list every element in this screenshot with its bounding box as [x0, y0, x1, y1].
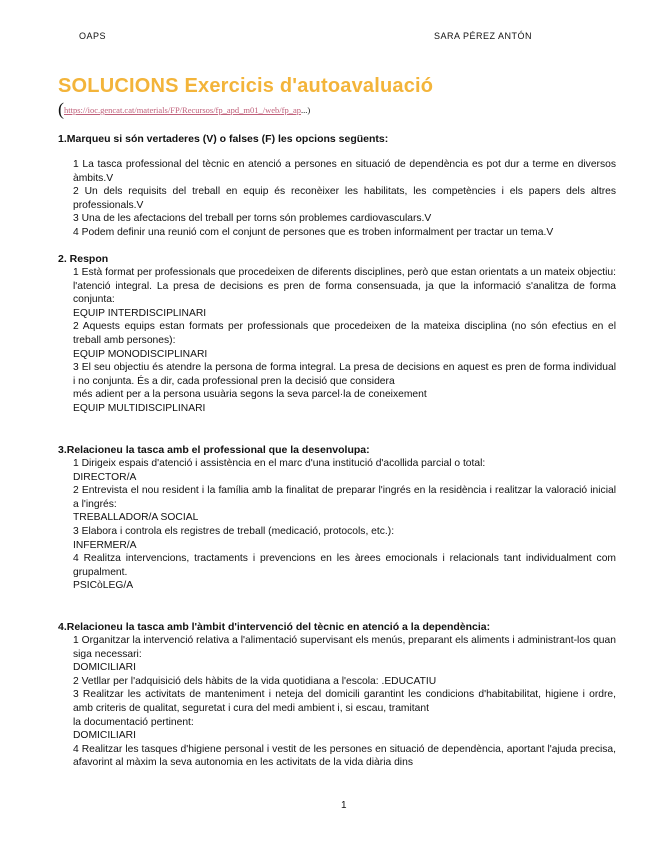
- q3-items: [73, 457, 616, 593]
- q3-item-text: 2 Entrevista el nou resident i la família amb la finalitat de preparar l'ingrés en la residència i realitzar la valoració inicial a l'ingrés:: [73, 485, 616, 510]
- q4-item-extra: la documentació pertinent:: [73, 716, 194, 728]
- header-left: OAPS: [79, 31, 107, 41]
- q2-item-answer: EQUIP MONODISCIPLINARI: [73, 348, 208, 360]
- q2-item-text: 1 Està format per professionals que procedeixen de diferents disciplines, però que estan orientats a un mateix objectiu: l'atenció integral. La presa de decisions es pren de forma consensuada, ja que la informació s'analitza de forma conjunta:: [73, 267, 616, 306]
- q4-item-answer: DOMICILIARI: [73, 662, 136, 674]
- q1-item: 1 La tasca professional del tècnic en atenció a persones en situació de dependència es pot dur a terme en diversos àmbits.V: [73, 159, 616, 184]
- q3-item-text: 3 Elabora i controla els registres de treball (medicació, protocols, etc.):: [73, 525, 395, 537]
- q4-items: [73, 634, 616, 770]
- q1-items: [73, 158, 616, 240]
- source-link[interactable]: https://ioc.gencat.cat/materials/FP/Recursos/fp_apd_m01_/web/fp_ap: [64, 105, 302, 115]
- q2-item-extra: més adient per a la persona usuària segons la seva parcel·la de coneixement: [73, 389, 427, 401]
- q1-item: 2 Un dels requisits del treball en equip és reconèixer les habilitats, les competències i els papers dels altres professionals.V: [73, 186, 616, 211]
- q4-item-answer: DOMICILIARI: [73, 730, 136, 742]
- q3-item-answer: PSICòLEG/A: [73, 580, 134, 592]
- q3-heading: 3.Relacioneu la tasca amb el professional que la desenvolupa:: [58, 444, 370, 456]
- q2-heading: 2. Respon: [58, 253, 109, 265]
- q1-item: 3 Una de les afectacions del treball per torns són problemes cardiovasculars.V: [73, 213, 432, 225]
- source-tail: ...): [301, 105, 311, 115]
- q1-heading: 1.Marqueu si són vertaderes (V) o falses (F) les opcions següents:: [58, 133, 389, 145]
- q3-item-answer: TREBALLADOR/A SOCIAL: [73, 512, 199, 524]
- q2-item-answer: EQUIP INTERDISCIPLINARI: [73, 307, 207, 319]
- q4-item-text: 1 Organitzar la intervenció relativa a l'alimentació supervisant els menús, preparant els aliments i administrant-los quan siga necessari:: [73, 635, 616, 660]
- q3-item-answer: INFERMER/A: [73, 539, 137, 551]
- page-number: 1: [341, 800, 347, 811]
- q2-item-text: 2 Aquests equips estan formats per professionals que procedeixen de la mateixa disciplina (no són efectius en el treball amb persones):: [73, 321, 616, 346]
- q4-item-text: 3 Realitzar les activitats de manteniment i neteja del domicili garantint les condicions d'habitabilitat, higiene i ordre, amb criteris de qualitat, seguretat i cura del medi ambient i, si escau, tramitant: [73, 689, 616, 714]
- q4-item-text: 4 Realitzar les tasques d'higiene personal i vestit de les persones en situació de dependència, aportant l'ajuda precisa, afavorint al màxim la seva autonomia en les activitats de la vida diària dins: [73, 743, 616, 769]
- source-line: [58, 99, 310, 120]
- header-right: SARA PÉREZ ANTÓN: [434, 31, 533, 41]
- page-title: SOLUCIONS Exercicis d'autoavaluació: [58, 75, 434, 97]
- q3-item-answer: DIRECTOR/A: [73, 471, 137, 483]
- q4-item-text: 2 Vetllar per l'adquisició dels hàbits de la vida quotidiana a l'escola: .EDUCATIU: [73, 675, 437, 687]
- q1-item: 4 Podem definir una reunió com el conjunt de persones que es troben informalment per tractar un tema.V: [73, 226, 554, 238]
- q4-heading: 4.Relacioneu la tasca amb l'àmbit d'intervenció del tècnic en atenció a la dependència:: [58, 621, 491, 633]
- q2-items: [73, 266, 616, 416]
- q3-item-text: 4 Realitza intervencions, tractaments i prevencions en les àrees emocionals i relacionals tant individualment com grupalment.: [73, 553, 616, 578]
- q2-item-text: 3 El seu objectiu és atendre la persona de forma integral. La presa de decisions en aquest es pren de forma individual i no conjunta. És a dir, cada professional pren la decisió que considera: [73, 362, 616, 387]
- source-open-paren: (: [58, 99, 64, 119]
- q2-item-answer: EQUIP MULTIDISCIPLINARI: [73, 402, 206, 414]
- q3-item-text: 1 Dirigeix espais d'atenció i assistència en el marc d'una institució d'acollida parcial o total:: [73, 458, 486, 469]
